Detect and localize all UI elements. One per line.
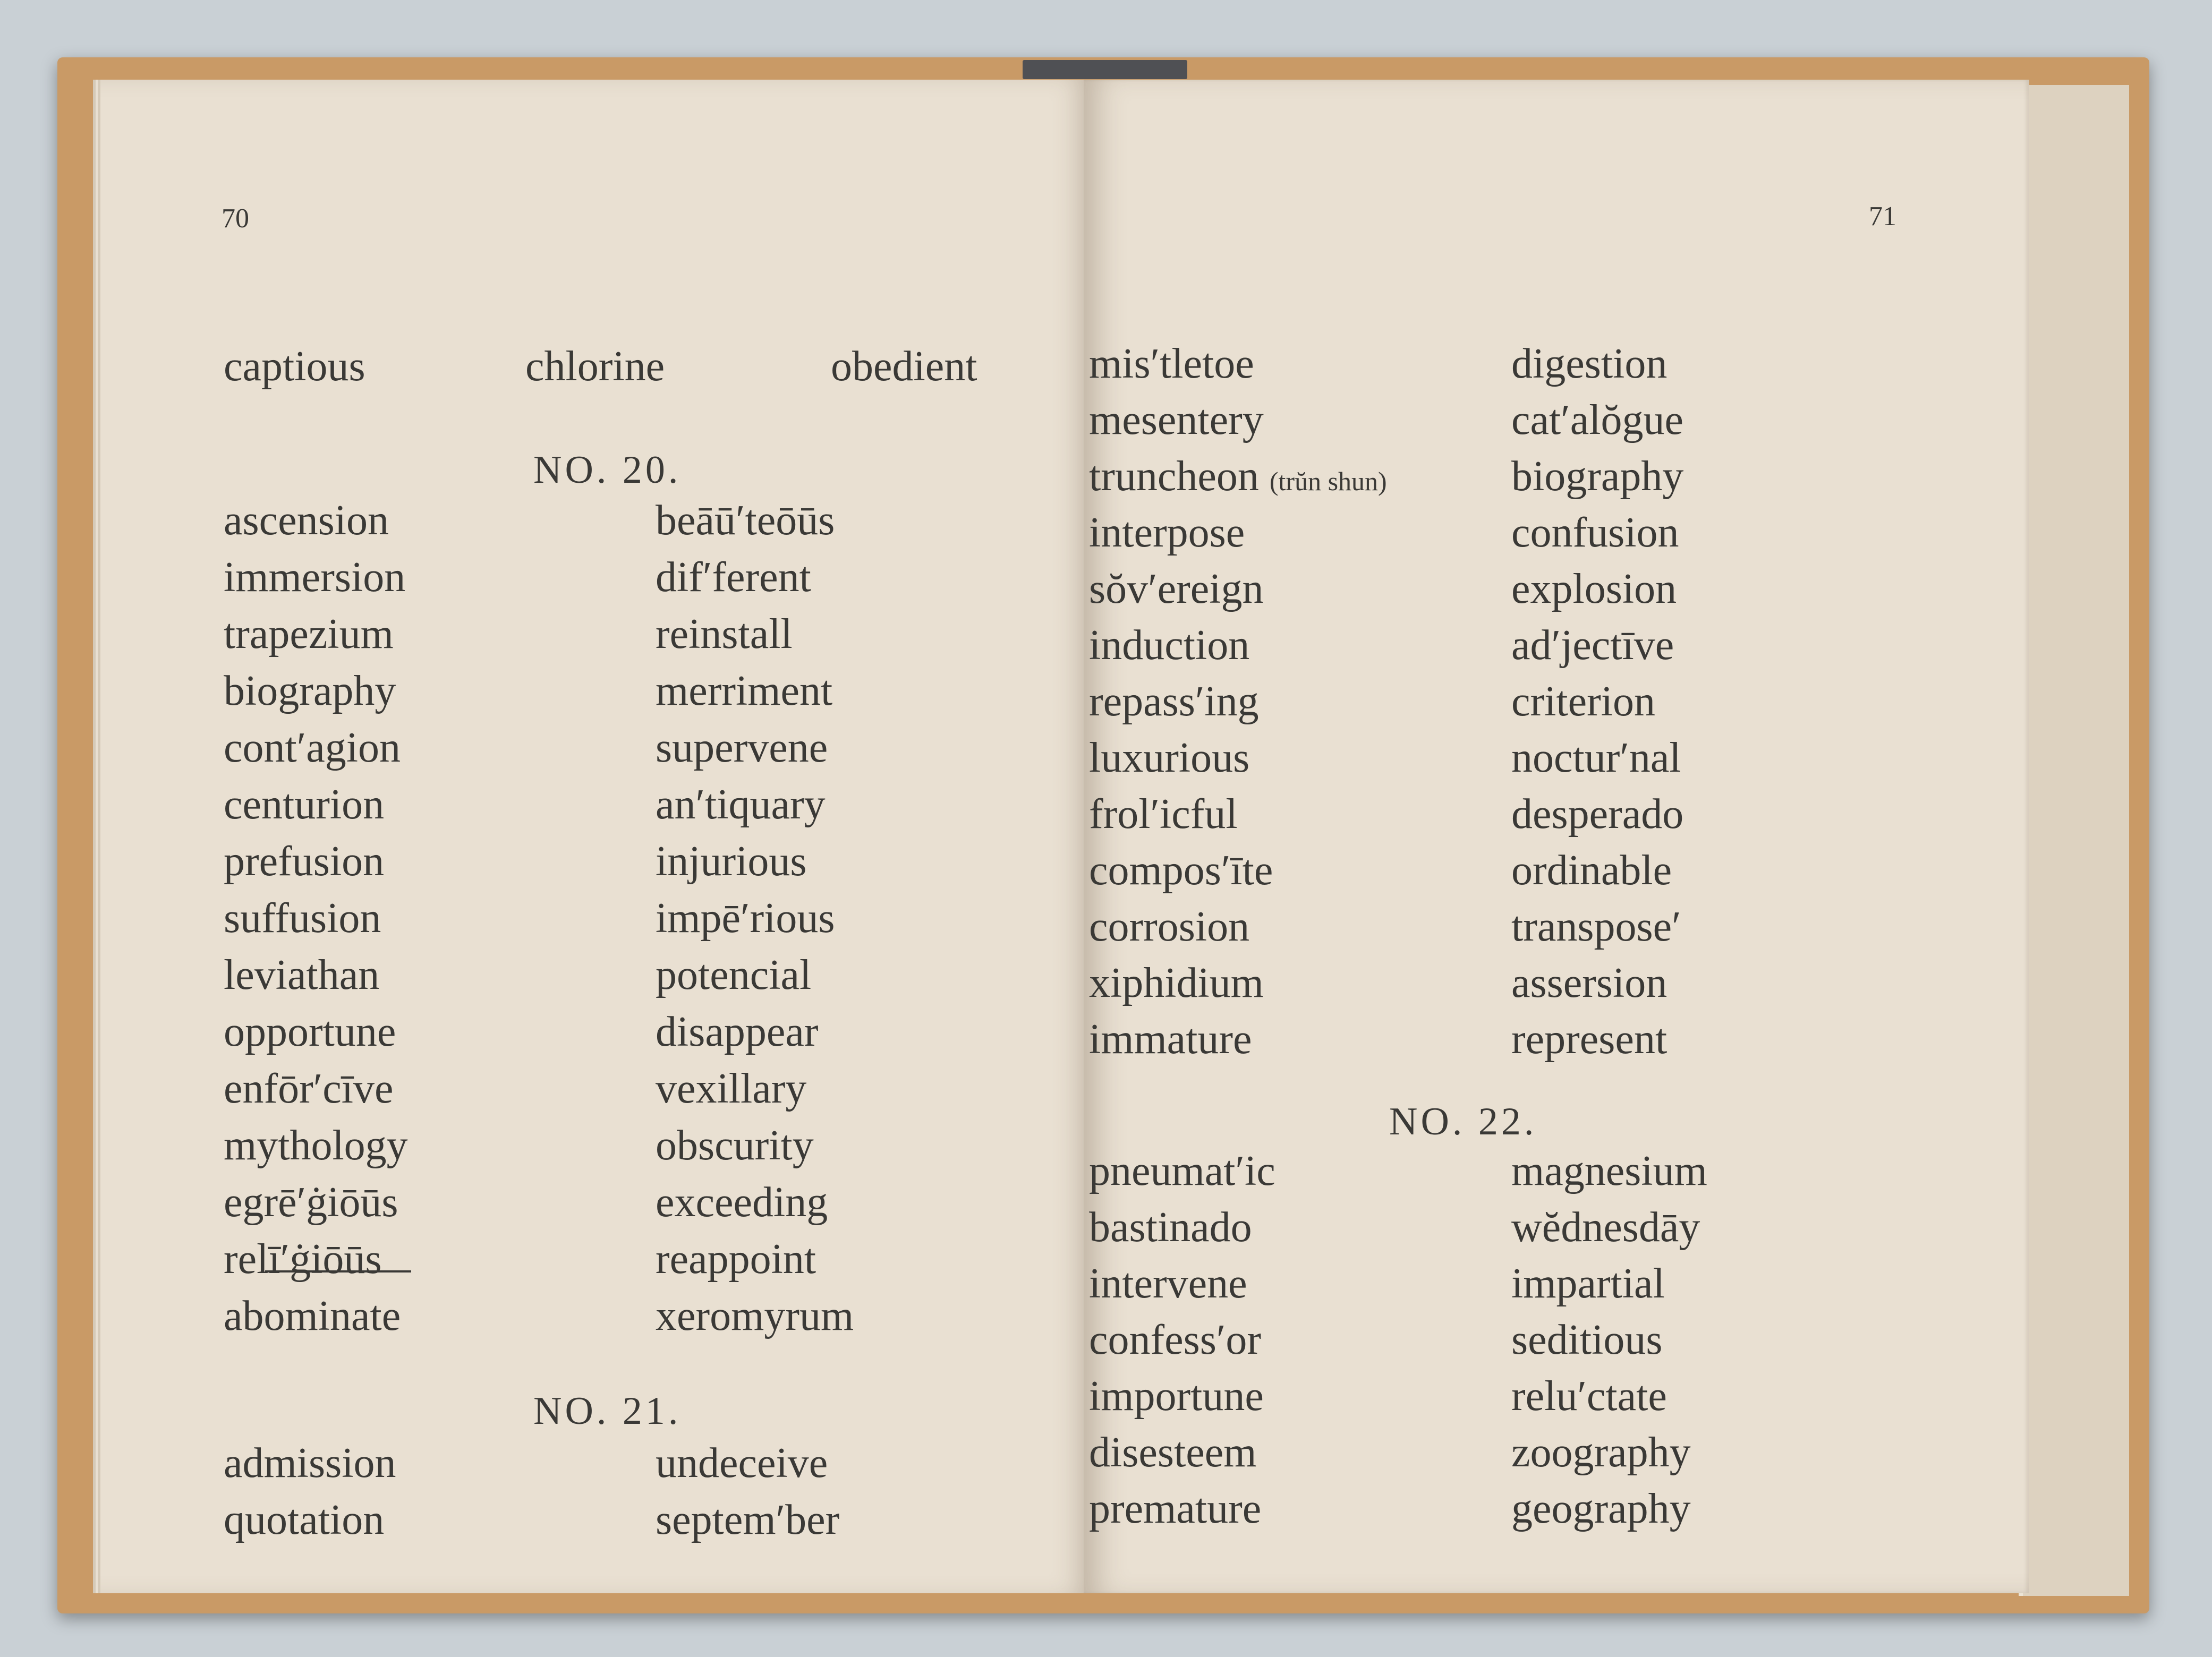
word: exceeding bbox=[656, 1179, 828, 1226]
word: egrē′ġiōūs bbox=[224, 1179, 398, 1226]
word: xiphidium bbox=[1089, 960, 1264, 1006]
word: ordinable bbox=[1511, 847, 1672, 894]
word: mesentery bbox=[1089, 397, 1264, 443]
word: biography bbox=[1511, 453, 1684, 500]
word bbox=[1089, 455, 1387, 498]
word: injurious bbox=[656, 838, 807, 885]
word: disappear bbox=[656, 1009, 819, 1055]
word: impartial bbox=[1511, 1260, 1665, 1307]
word: intervene bbox=[1089, 1260, 1247, 1307]
word: mis′tletoe bbox=[1089, 340, 1254, 387]
page-block-edge bbox=[2019, 85, 2129, 1596]
book-spine bbox=[1023, 60, 1187, 79]
word: reinstall bbox=[656, 611, 793, 657]
word: assersion bbox=[1511, 960, 1667, 1006]
word: transpose′ bbox=[1511, 903, 1681, 950]
word: compos′īte bbox=[1089, 847, 1273, 894]
word: repass′ing bbox=[1089, 678, 1259, 725]
word: prefusion bbox=[224, 838, 385, 885]
word: beāū′teōūs bbox=[656, 497, 835, 544]
word: luxurious bbox=[1089, 734, 1250, 781]
right-page bbox=[1084, 80, 2029, 1593]
word: frol′icful bbox=[1089, 791, 1238, 838]
word: chlorine bbox=[525, 343, 665, 390]
word: reappoint bbox=[656, 1236, 816, 1283]
word: immersion bbox=[224, 554, 406, 601]
word: abominate bbox=[224, 1293, 401, 1339]
word: centurion bbox=[224, 781, 385, 828]
word: obscurity bbox=[656, 1122, 814, 1169]
word: induction bbox=[1089, 622, 1250, 669]
word: septem′ber bbox=[656, 1497, 840, 1543]
word: suffusion bbox=[224, 895, 381, 942]
section-heading: NO. 21. bbox=[533, 1389, 682, 1433]
word: represent bbox=[1511, 1016, 1667, 1063]
word: enfōr′cīve bbox=[224, 1065, 394, 1112]
word: ascension bbox=[224, 497, 389, 544]
word: biography bbox=[224, 668, 396, 714]
left-page bbox=[93, 80, 1091, 1593]
divider-rule bbox=[265, 1270, 411, 1272]
word: trapezium bbox=[224, 611, 394, 657]
word: sŏv′ereign bbox=[1089, 566, 1264, 612]
word: ad′jectīve bbox=[1511, 622, 1674, 669]
word: bastinado bbox=[1089, 1204, 1252, 1251]
word: digestion bbox=[1511, 340, 1667, 387]
word: corrosion bbox=[1089, 903, 1250, 950]
word: noctur′nal bbox=[1511, 734, 1681, 781]
word: disesteem bbox=[1089, 1429, 1257, 1476]
word: desperado bbox=[1511, 791, 1684, 838]
word: obedient bbox=[831, 343, 977, 390]
word: relī′ġiōūs bbox=[224, 1236, 382, 1283]
word: impē′rious bbox=[656, 895, 835, 942]
word: mythology bbox=[224, 1122, 408, 1169]
word: an′tiquary bbox=[656, 781, 826, 828]
word: criterion bbox=[1511, 678, 1655, 725]
word-text: truncheon bbox=[1089, 453, 1259, 500]
word: dif′ferent bbox=[656, 554, 811, 601]
word: xeromyrum bbox=[656, 1293, 854, 1339]
word: quotation bbox=[224, 1497, 385, 1543]
word: cont′agion bbox=[224, 724, 401, 771]
word: geography bbox=[1511, 1485, 1691, 1532]
word: importune bbox=[1089, 1373, 1264, 1420]
word: magnesium bbox=[1511, 1148, 1707, 1194]
word: wĕdnesdāy bbox=[1511, 1204, 1700, 1251]
page-number: 71 bbox=[1869, 201, 1896, 232]
word: interpose bbox=[1089, 509, 1245, 556]
page-number: 70 bbox=[222, 203, 249, 234]
section-heading: NO. 22. bbox=[1389, 1100, 1537, 1143]
pronunciation-note: (trŭn shun) bbox=[1269, 466, 1387, 496]
word: cat′alŏgue bbox=[1511, 397, 1683, 443]
word: captious bbox=[224, 343, 365, 390]
word: merriment bbox=[656, 668, 833, 714]
word: supervene bbox=[656, 724, 828, 771]
word: relu′ctate bbox=[1511, 1373, 1667, 1420]
word: leviathan bbox=[224, 952, 380, 998]
word: pneumat′ic bbox=[1089, 1148, 1275, 1194]
section-heading: NO. 20. bbox=[533, 448, 682, 492]
word: potencial bbox=[656, 952, 812, 998]
word: undeceive bbox=[656, 1440, 828, 1487]
word: opportune bbox=[224, 1009, 396, 1055]
word: admission bbox=[224, 1440, 396, 1487]
word: explosion bbox=[1511, 566, 1677, 612]
word: zoography bbox=[1511, 1429, 1691, 1476]
word: seditious bbox=[1511, 1317, 1663, 1363]
word: immature bbox=[1089, 1016, 1252, 1063]
word: vexillary bbox=[656, 1065, 807, 1112]
word: premature bbox=[1089, 1485, 1262, 1532]
word: confusion bbox=[1511, 509, 1679, 556]
word: confess′or bbox=[1089, 1317, 1262, 1363]
